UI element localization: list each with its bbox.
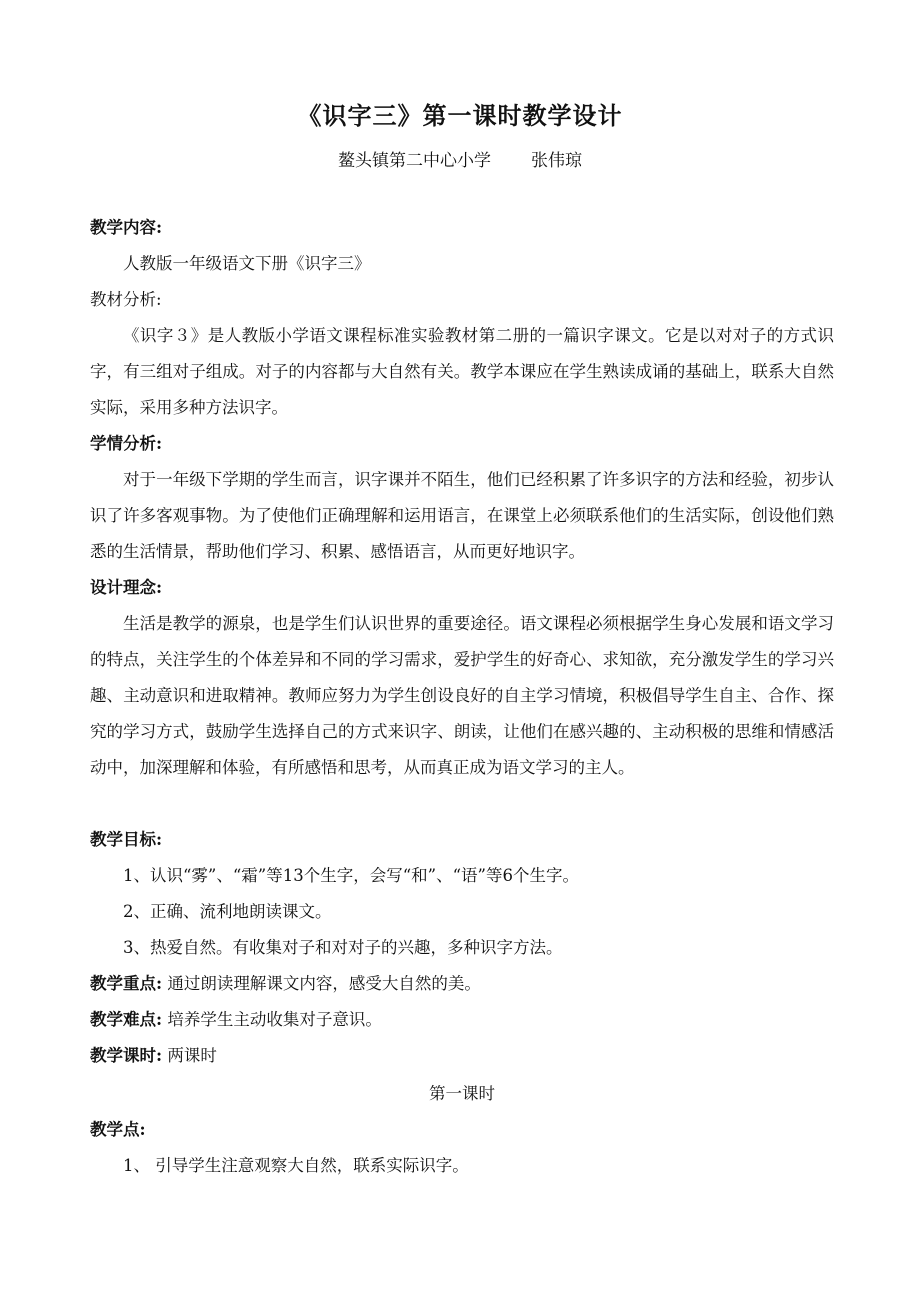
section-material-analysis	[90, 282, 834, 426]
objective-item: 2、正确、流利地朗读课文。	[123, 902, 332, 921]
objective-item: 3、热爱自然。有收集对子和对对子的兴趣，多种识字方法。	[123, 938, 563, 957]
student-analysis-text: 对于一年级下学期的学生而言，识字课并不陌生，他们已经积累了许多识字的方法和经验，初步认识了许多客观事物。为了使他们正确理解和运用语言，在课堂上必须联系他们的生活实际，创设他们熟悉的生活情景，帮助他们学习、积累、感悟语言，从而更好地识字。	[90, 470, 834, 561]
design-concept-text: 生活是教学的源泉，也是学生们认识世界的重要途径。语文课程必须根据学生身心发展和语文学习的特点，关注学生的个体差异和不同的学习需求，爱护学生的好奇心、求知欲，充分激发学生的学习兴趣、主动意识和进取精神。教师应努力为学生创设良好的自主学习情境，积极倡导学生自主、合作、探究的学习方式，鼓励学生选择自己的方式来识字、朗读，让他们在感兴趣的、主动积极的思维和情感活动中，加深理解和体验，有所感悟和思考，从而真正成为语文学习的主人。	[90, 614, 834, 777]
objectives-heading: 教学目标:	[90, 830, 163, 849]
difficulty-label: 教学难点:	[90, 1010, 163, 1029]
difficulty-text: 培养学生主动收集对子意识。	[167, 1010, 382, 1029]
section-design-concept	[90, 570, 834, 786]
section-difficulty	[90, 1002, 834, 1038]
section-objectives	[90, 822, 834, 966]
material-analysis-text: 《识字３》是人教版小学语文课程标准实验教材第二册的一篇识字课文。它是以对对子的方式识字，有三组对子组成。对子的内容都与大自然有关。教学本课应在学生熟读成诵的基础上，联系大自然实际，采用多种方法识字。	[90, 326, 834, 417]
design-concept-heading: 设计理念:	[90, 578, 163, 597]
class-hours-label: 教学课时:	[90, 1046, 163, 1065]
school-name: 鳌头镇第二中心小学	[338, 151, 491, 171]
section-key-point	[90, 966, 834, 1002]
class-hours-text: 两课时	[167, 1046, 217, 1065]
author-line	[0, 146, 920, 171]
section-student-analysis	[90, 426, 834, 570]
teaching-point-item: 1、 引导学生注意观察大自然，联系实际识字。	[123, 1156, 469, 1175]
objective-item: 1、认识“雾”、“霜”等13个生字，会写“和”、“语”等6个生字。	[123, 866, 579, 885]
student-analysis-heading: 学情分析:	[90, 434, 163, 453]
key-point-text: 通过朗读理解课文内容，感受大自然的美。	[167, 974, 481, 993]
section-class-hours	[90, 1038, 834, 1074]
section-content	[90, 210, 834, 282]
material-analysis-heading: 教材分析:	[90, 290, 162, 309]
teaching-points-heading: 教学点:	[90, 1120, 146, 1139]
section-first-lesson	[90, 1076, 834, 1184]
key-point-label: 教学重点:	[90, 974, 163, 993]
author-name: 张伟琼	[531, 151, 582, 171]
document-title: 《识字三》第一课时教学设计	[297, 101, 623, 130]
content-text: 人教版一年级语文下册《识字三》	[123, 254, 371, 273]
first-lesson-heading: 第一课时	[429, 1084, 495, 1103]
content-heading: 教学内容:	[90, 218, 163, 237]
